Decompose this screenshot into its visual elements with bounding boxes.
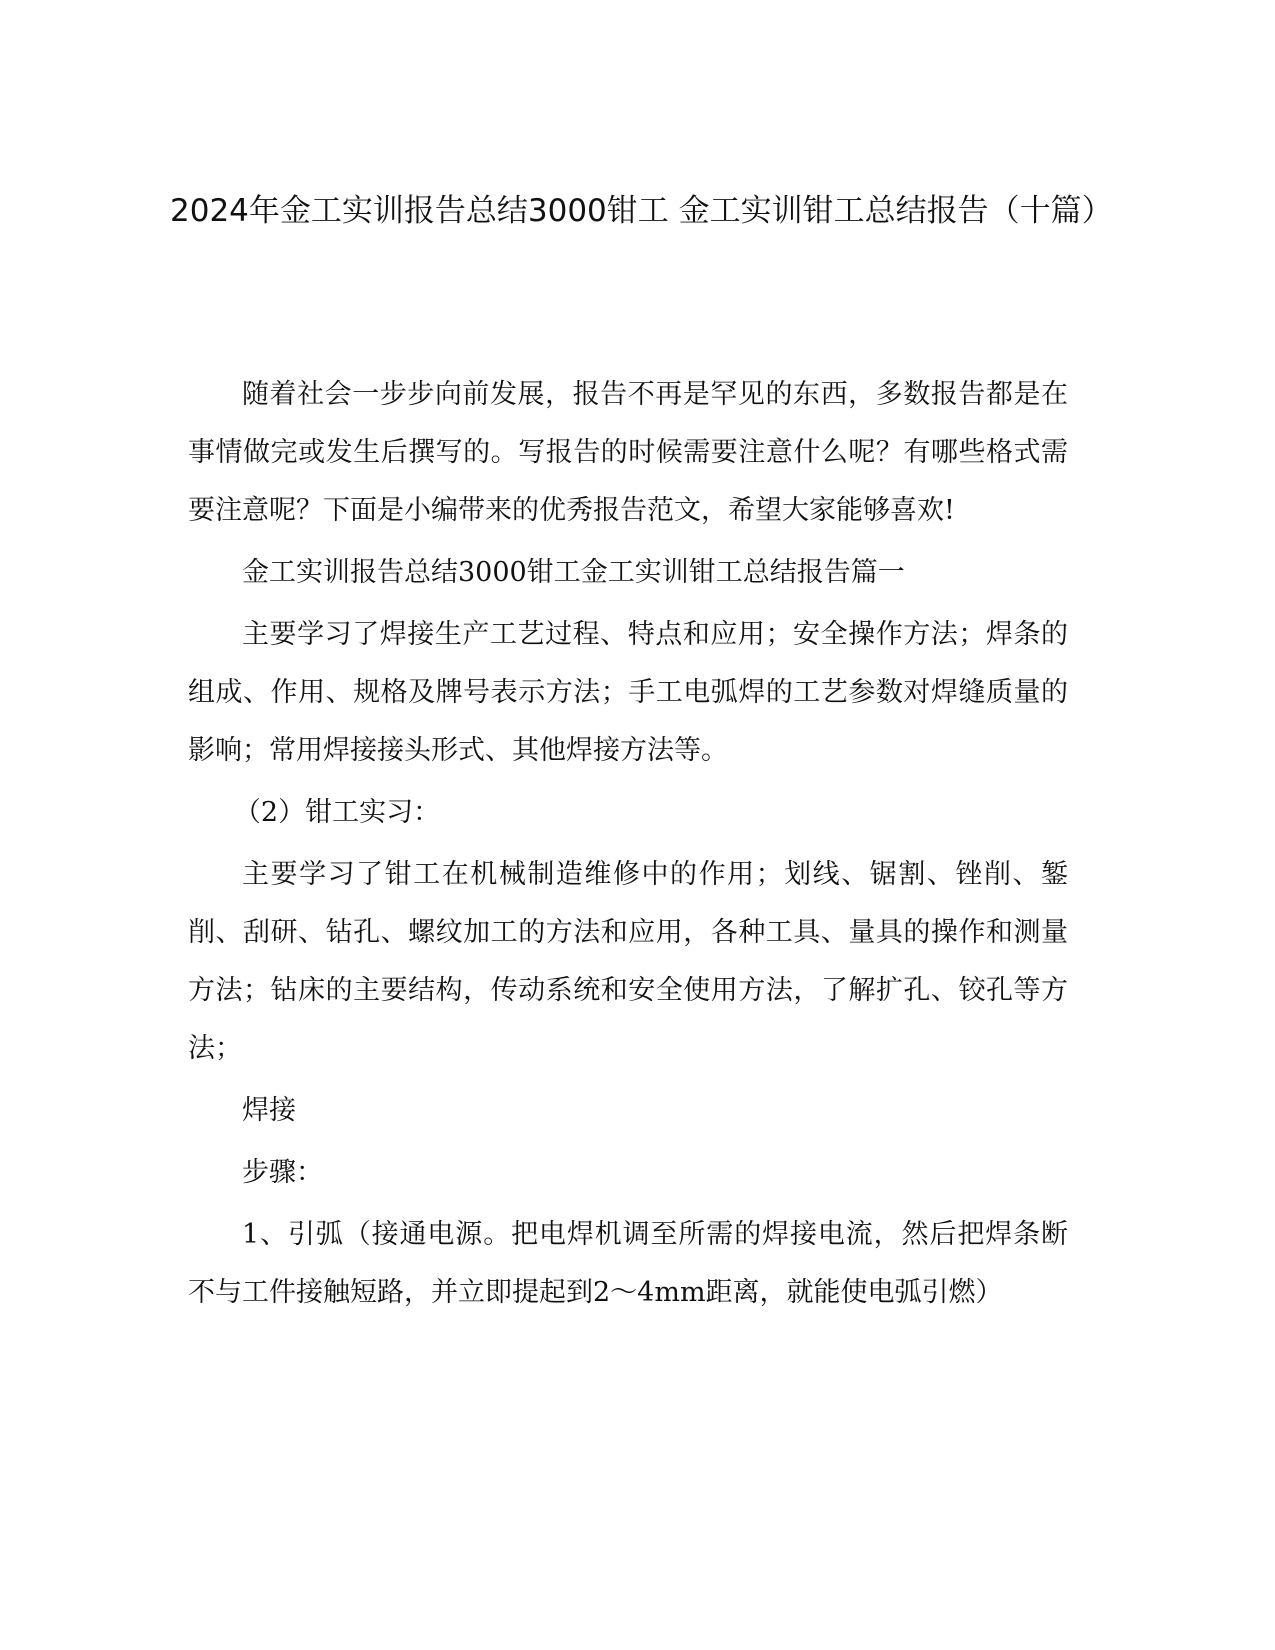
- step-one-paragraph: 1、引弧（接通电源。把电焊机调至所需的焊接电流，然后把焊条断不与工件接触短路，并立即提起到2～4mm距离，就能使电弧引燃）: [188, 1219, 1068, 1308]
- fitter-study-paragraph: 主要学习了钳工在机械制造维修中的作用；划线、锯割、锉削、錾削、刮研、钻孔、螺纹加工的方法和应用，各种工具、量具的操作和测量方法；钻床的主要结构，传动系统和安全使用方法，了解扩孔、铰孔等方法；: [188, 859, 1068, 1064]
- document-body: [188, 366, 1068, 1326]
- welding-heading: 焊接: [242, 1095, 296, 1126]
- welding-study-paragraph: 主要学习了焊接生产工艺过程、特点和应用；安全操作方法；焊条的组成、作用、规格及牌号表示方法；手工电弧焊的工艺参数对焊缝质量的影响；常用焊接接头形式、其他焊接方法等。: [188, 619, 1068, 766]
- fitter-practice-heading: （2）钳工实习：: [233, 797, 441, 828]
- document-title: 2024年金工实训报告总结3000钳工 金工实训钳工总结报告（十篇）: [170, 193, 1113, 229]
- section-heading: 金工实训报告总结3000钳工金工实训钳工总结报告篇一: [242, 557, 905, 588]
- steps-heading: 步骤：: [242, 1157, 323, 1188]
- intro-paragraph: 随着社会一步步向前发展，报告不再是罕见的东西，多数报告都是在事情做完或发生后撰写的。写报告的时候需要注意什么呢？有哪些格式需要注意呢？下面是小编带来的优秀报告范文，希望大家能够喜欢!: [188, 379, 1068, 526]
